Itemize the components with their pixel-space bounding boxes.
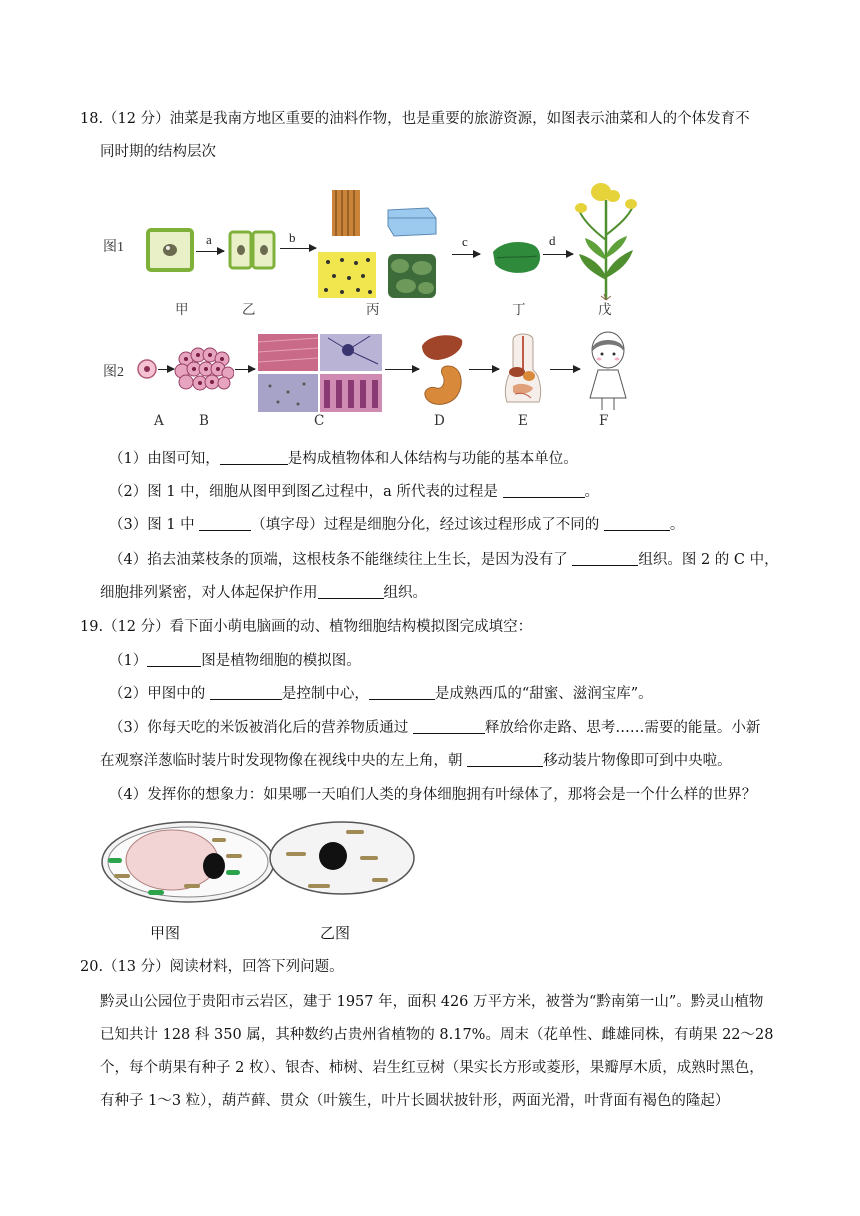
arrow-a [196, 251, 224, 252]
rape-plant-wu-image [573, 180, 639, 302]
q19-part1-text-b: 图是植物细胞的模拟图。 [201, 653, 361, 669]
girl-f-image [582, 330, 634, 412]
organs-d-image [418, 332, 466, 410]
caption-d: D [434, 413, 445, 429]
q18-stem-line1: 18.（12 分）油菜是我南方地区重要的油料作物，也是重要的旅游资源，如图表示油菜和人的个体发育不 [80, 111, 750, 127]
arrow-c-to-d [385, 369, 419, 370]
q19-part2-text-c: 是成熟西瓜的“甜蜜、滋润宝库”。 [434, 686, 653, 702]
q18-part4-line2 [100, 583, 427, 603]
q20-material-line2: 已知共计 128 科 350 属，其种数约占贵州省植物的 8.17%。周末（花单性、雌雄同株，有萌果 22～28 [100, 1027, 774, 1043]
q19-part3-line2 [100, 751, 732, 771]
q18-part4-line1 [109, 550, 779, 570]
q18-stem-line2: 同时期的结构层次 [100, 144, 216, 160]
q18-part4-text-a: （4）掐去油菜枝条的顶端，这根枝条不能继续往上生长，是因为没有了 [109, 552, 573, 568]
arrow-d-label: d [549, 233, 556, 248]
q19-part3-text-a: （3）你每天吃的米饭被消化后的营养物质通过 [109, 720, 413, 736]
q18-part2 [109, 482, 599, 502]
caption-e: E [518, 413, 528, 429]
q18-part1-blank[interactable] [220, 450, 288, 465]
q19-part3-text-b: 释放给你走路、思考……需要的能量。小新 [484, 720, 761, 736]
caption-c: C [314, 413, 325, 429]
arrow-d-to-e [469, 369, 499, 370]
q18-part4-blank-1[interactable] [572, 551, 638, 566]
q18-part4-text-c: 细胞排列紧密，对人体起保护作用 [100, 585, 318, 601]
caption-yi: 乙 [242, 302, 256, 318]
q18-part3-text-b: （填字母）过程是细胞分化，经过该过程形成了不同的 [251, 517, 604, 533]
fig1-label: 图1 [103, 240, 124, 255]
meristem-tissue [318, 252, 376, 298]
caption-jia: 甲 [175, 302, 189, 318]
caption-bing: 丙 [366, 302, 380, 318]
caption-wu: 戊 [598, 302, 612, 318]
q19-part2-text-a: （2）甲图中的 [109, 686, 210, 702]
human-tissues-c-image [258, 334, 382, 412]
caption-b: B [199, 413, 209, 429]
leaf-ding-image [489, 238, 545, 276]
caption-jia-tu: 甲图 [150, 924, 181, 942]
plant-tissues-bing-image [316, 188, 446, 300]
q19-part2-blank-2[interactable] [369, 685, 435, 700]
q19-part2 [109, 684, 653, 704]
q19-part4: （4）发挥你的想象力：如果哪一天咱们人类的身体细胞拥有叶绿体了，那将会是一个什么样的世界？ [109, 787, 757, 803]
q18-part3-text-c: 。 [669, 517, 685, 533]
arrow-b-label: b [289, 230, 296, 245]
plant-cell-jia-diagram [102, 822, 274, 902]
plant-cell-yi-image [228, 230, 276, 270]
q19-part1-text-a: （1） [109, 653, 148, 669]
arrow-a-to-b [158, 369, 174, 370]
q19-part3-text-d: 移动装片物像即可到中央啦。 [543, 753, 732, 769]
conducting-tissue [332, 190, 360, 236]
q18-part3-blank-2[interactable] [604, 516, 670, 531]
cell-diagrams [100, 820, 420, 910]
q18-part1-text-a: （1）由图可知， [109, 451, 220, 467]
q19-part2-blank-1[interactable] [210, 685, 282, 700]
q18-part3-text-a: （3）图 1 中 [109, 517, 200, 533]
q18-part1 [109, 449, 578, 469]
q20-material-line4: 有种子 1～3 粒），葫芦藓、贯众（叶簇生，叶片长圆状披针形，两面光滑，叶背面有褐色的隆起） [100, 1093, 730, 1109]
fig2-label: 图2 [103, 365, 124, 380]
arrow-d [543, 254, 573, 255]
q20-material-line1: 黔灵山公园位于贵阳市云岩区，建于 1957 年，面积 426 万平方米，被誉为“黔南第一山”。黔灵山植物 [100, 994, 764, 1010]
arrow-c [452, 254, 480, 255]
cell-mass-b-image [174, 345, 234, 393]
q18-part4-text-d: 组织。 [383, 585, 427, 601]
epidermal-tissue [388, 208, 436, 236]
q20-material-line3: 个，每个萌果有种子 2 枚）、银杏、柿树、岩生红豆树（果实长方形或菱形，果瓣厚木质，成熟时黑色， [100, 1060, 764, 1076]
q19-part1 [109, 651, 361, 671]
q18-part4-blank-2[interactable] [318, 584, 384, 599]
caption-yi-tu: 乙图 [320, 924, 351, 942]
q19-part3-text-c: 在观察洋葱临时装片时发现物像在视线中央的左上角，朝 [100, 753, 468, 769]
q19-stem: 19.（12 分）看下面小萌电脑画的动、植物细胞结构模拟图完成填空： [80, 619, 533, 635]
q18-part2-text-a: （2）图 1 中，细胞从图甲到图乙过程中，a 所代表的过程是 [109, 484, 503, 500]
parenchyma-tissue [388, 254, 436, 298]
caption-f: F [599, 413, 609, 429]
q19-part3-blank-2[interactable] [467, 752, 543, 767]
q18-part3 [109, 515, 684, 535]
q19-part1-blank[interactable] [147, 652, 201, 667]
q18-part2-blank[interactable] [503, 483, 585, 498]
arrow-e-to-f [550, 369, 580, 370]
q18-part3-blank-1[interactable] [199, 516, 251, 531]
q20-stem: 20.（13 分）阅读材料，回答下列问题。 [80, 959, 344, 975]
caption-ding: 丁 [512, 302, 526, 318]
q18-part4-text-b: 组织。图 2 的 C 中， [638, 552, 779, 568]
arrow-b-to-c [235, 369, 255, 370]
arrow-c-label: c [462, 234, 468, 249]
fertilized-egg-a-image [136, 358, 158, 380]
q19-part3-blank-1[interactable] [413, 719, 485, 734]
system-e-image [499, 330, 547, 410]
q19-part3-line1 [109, 718, 760, 738]
arrow-b [280, 248, 316, 249]
q18-part2-text-b: 。 [584, 484, 600, 500]
q18-part1-text-b: 是构成植物体和人体结构与功能的基本单位。 [287, 451, 578, 467]
animal-cell-yi-diagram [270, 822, 414, 894]
plant-cell-jia-image [146, 228, 194, 272]
caption-a: A [154, 413, 164, 429]
arrow-a-label: a [206, 232, 212, 247]
q19-part2-text-b: 是控制中心， [281, 686, 369, 702]
